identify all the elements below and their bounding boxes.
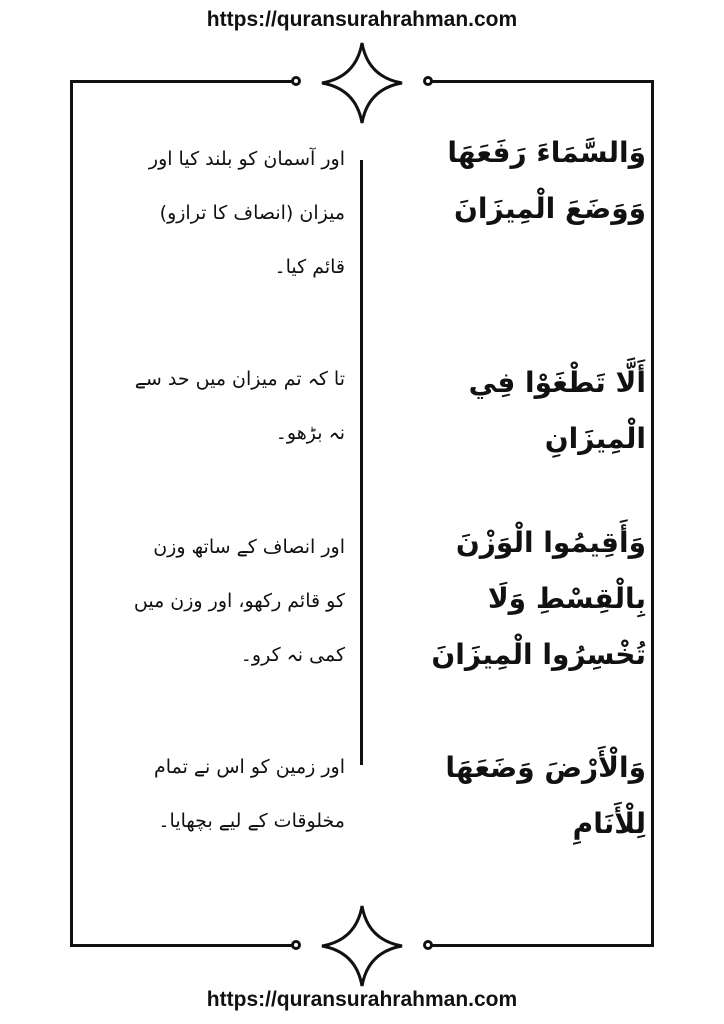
urdu-line: اور آسمان کو بلند کیا اور bbox=[148, 148, 345, 170]
arabic-verse-1 bbox=[376, 125, 646, 237]
urdu-translation-2 bbox=[100, 352, 345, 460]
urdu-line: میزان (انصاف کا ترازو) bbox=[159, 202, 345, 224]
urdu-translation-3 bbox=[100, 520, 345, 682]
urdu-translation-1 bbox=[100, 132, 345, 294]
arabic-line: وَالسَّمَاءَ رَفَعَهَا bbox=[447, 136, 646, 169]
urdu-line: نہ بڑھو۔ bbox=[275, 422, 345, 444]
frame-bottom-right-border bbox=[430, 944, 654, 947]
arabic-line: وَالْأَرْضَ وَضَعَهَا bbox=[445, 751, 646, 784]
arabic-line: الْمِيزَانِ bbox=[544, 422, 646, 455]
arabic-line: وَوَضَعَ الْمِيزَانَ bbox=[454, 192, 646, 225]
urdu-translation-4 bbox=[100, 740, 345, 848]
frame-dot-bottom-left bbox=[291, 940, 301, 950]
urdu-line: کمی نہ کرو۔ bbox=[240, 644, 345, 666]
arabic-line: بِالْقِسْطِ وَلَا bbox=[487, 582, 646, 615]
star-ornament-top-icon bbox=[320, 41, 404, 125]
frame-right-border bbox=[651, 80, 654, 946]
arabic-verse-3 bbox=[376, 515, 646, 683]
frame-bottom-left-border bbox=[70, 944, 296, 947]
website-url-bottom: https://quransurahrahman.com bbox=[206, 988, 518, 1011]
frame-top-right-border bbox=[430, 80, 654, 83]
frame-dot-top-right bbox=[423, 76, 433, 86]
website-url-top: https://quransurahrahman.com bbox=[206, 8, 518, 31]
frame-top-left-border bbox=[70, 80, 296, 83]
arabic-verse-2 bbox=[376, 355, 646, 467]
frame-left-border bbox=[70, 80, 73, 946]
star-ornament-bottom-icon bbox=[320, 904, 404, 988]
arabic-line: لِلْأَنَامِ bbox=[572, 807, 646, 840]
arabic-line: وَأَقِيمُوا الْوَزْنَ bbox=[455, 526, 646, 559]
urdu-line: اور انصاف کے ساتھ وزن bbox=[153, 536, 345, 558]
frame-dot-top-left bbox=[291, 76, 301, 86]
arabic-verse-4 bbox=[376, 740, 646, 852]
urdu-line: مخلوقات کے لیے بچھایا۔ bbox=[158, 810, 345, 832]
arabic-line: تُخْسِرُوا الْمِيزَانَ bbox=[431, 638, 646, 671]
urdu-line: قائم کیا۔ bbox=[274, 256, 345, 278]
urdu-line: اور زمین کو اس نے تمام bbox=[154, 756, 345, 778]
arabic-line: أَلَّا تَطْغَوْا فِي bbox=[468, 366, 646, 399]
urdu-line: کو قائم رکھو، اور وزن میں bbox=[133, 590, 345, 612]
column-divider bbox=[360, 160, 363, 765]
urdu-line: تا کہ تم میزان میں حد سے bbox=[134, 368, 345, 390]
frame-dot-bottom-right bbox=[423, 940, 433, 950]
